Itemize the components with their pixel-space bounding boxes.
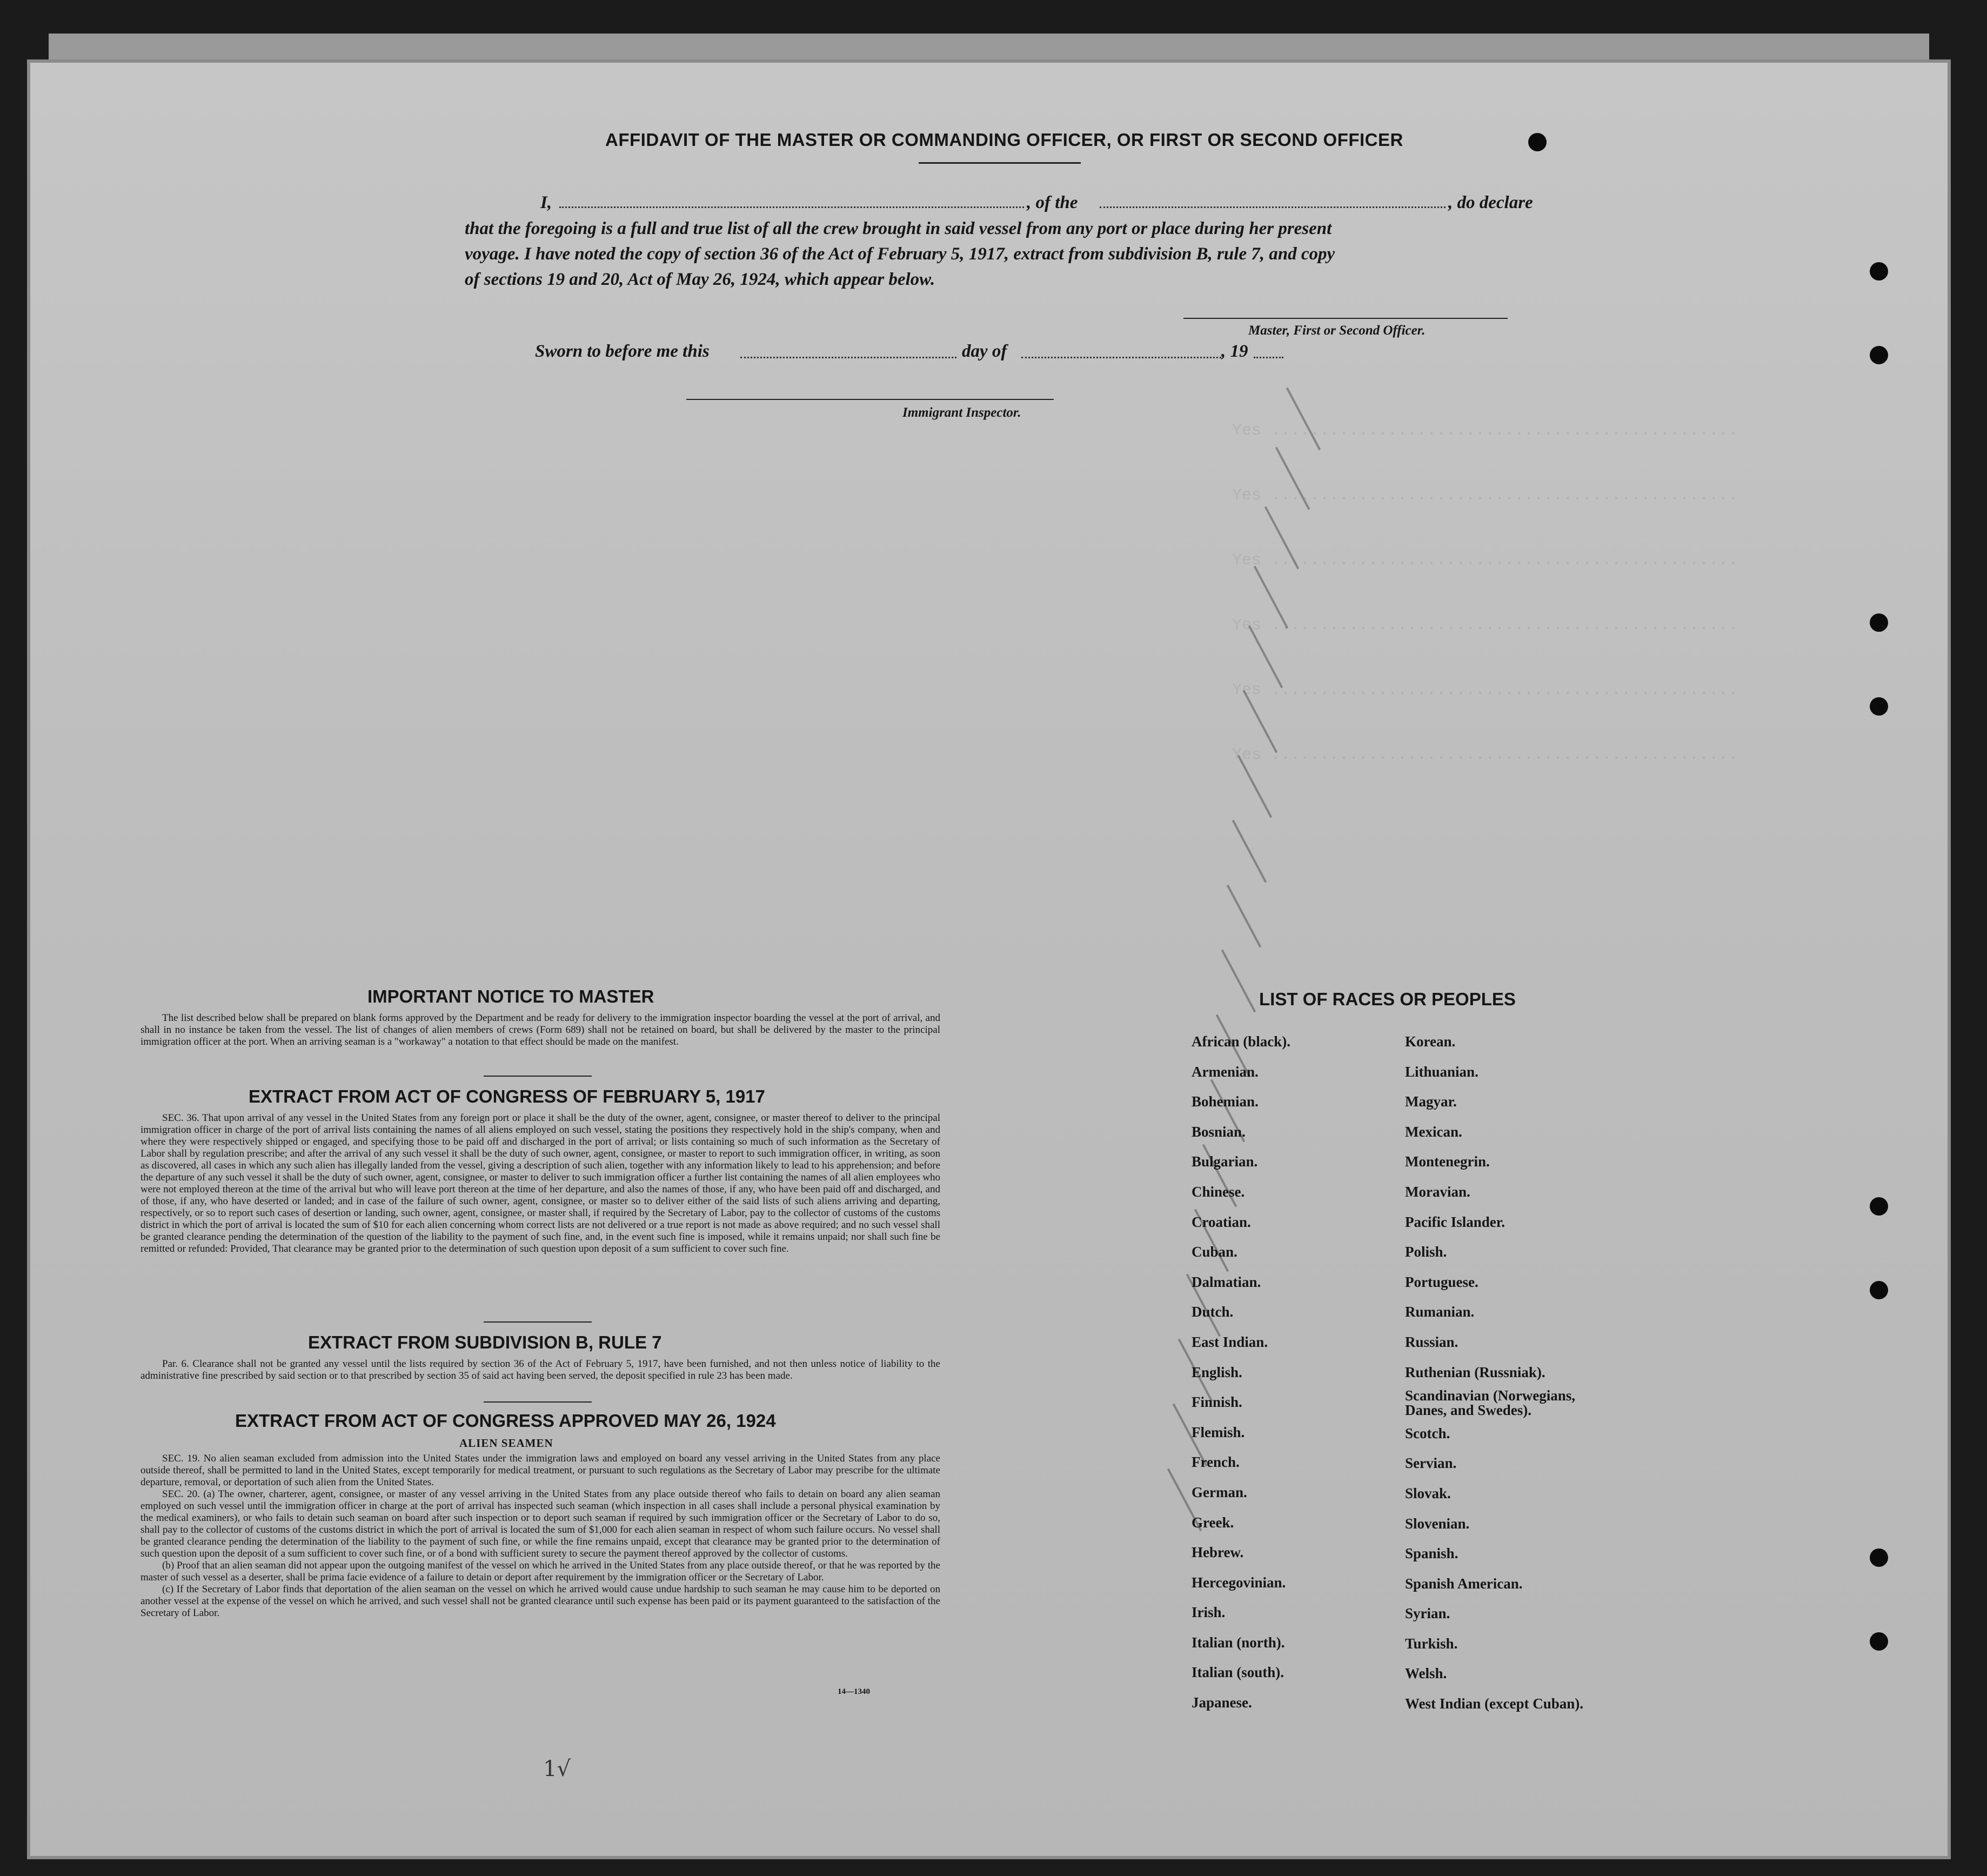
page-top-edge [49,34,1929,63]
race-item: English. [1192,1364,1242,1380]
race-item: Turkish. [1405,1635,1458,1652]
race-item: Ruthenian (Russniak). [1405,1364,1546,1380]
affidavit-line2: that the foregoing is a full and true list of all the crew brought in said vessel from any port or place during her present [465,219,1332,238]
race-item: Slovenian. [1405,1515,1470,1532]
punch-hole [1870,1632,1888,1651]
section-19-text: SEC. 19. No alien seaman excluded from admission into the United States under the immigration laws and employed on board any vessel arriving in the United States from any place outside thereof, shall be permitted to land in the United States, except temporarily for medical treatment, or pursuant to such regulations as the Secretary of Labor may prescribe for the ultimate departure, removal, or deportation of such alien from the United States. [141,1453,940,1488]
document-page: Yes ................................................ Yes ................................................ Yes ................................................ Yes ................................................ Yes ................................................ Yes ................................................ AFFIDAVIT OF THE MASTER OR COMMANDING OFFICER, OR FIRST OR SECOND OFFICER I, , of the , do declare that the foregoing is a full and true list of all the crew brought in said vessel from any port or place during her present voyage. I have noted the copy of section 36 of the Act of February 5, 1917, extract from subdivision B, rule 7, and copy of sections 19 and 20, Act of May 26, 1924, which appear below. Master, First or Second Officer. Sworn to before me this day of , 19 Immigrant Inspector. IMPORTANT NOTICE TO MASTER The list described below shall be prepared on blank forms approved by the Department and be ready for delivery to the immigration inspector boarding the vessel at the port of arrival, and shall in no instance be taken from the vessel. The list of changes of alien members of crews (Form 689) shall not be retained on board, but shall be delivered by the master to the principal immigration officer at the port. When an arriving seaman is a "workaway" a notation to that effect should be made on the manifest. EXTRACT FROM ACT OF CONGRESS OF FEBRUARY 5, 1917 SEC. 36. That upon arrival of any vessel in the United States from any foreign port or place it shall be the duty of the owner, agent, consignee, or master thereof to deliver to the principal immigration officer in charge of the port of arrival lists containing the names of all aliens employed on such vessel, stating the positions they respectively hold in the ship's company, when and where they were respectively shipped or engaged, and specifying those to be paid off and discharged in the port of arrival; or lists containing so much of such information as the Secretary of Labor shall by regulation prescribe; and after the arrival of any such vessel it shall be the duty of such owner, agent, consignee, or master to report to such immigration officer, in writing, as soon as discovered, all cases in which any such alien has illegally landed from the vessel, giving a description of such alien, together with any information likely to lead to his apprehension; and before the departure of any such vessel it shall be the duty of such owner, agent, consignee, or master to deliver to such immigration officer a further list containing the names of all alien employees who were not employed thereon at the time of the arrival but who will leave port thereon at the time of her departure, and also the names of those, if any, who have been paid off and discharged, and of those, if any, who have deserted or landed; and in case of the failure of such owner, agent, consignee, or master so to deliver either of the said lists of such aliens arriving and departing, respectively, or so to report such cases of desertion or landing, such owner, agent, consignee, or master shall, if required by the Secretary of Labor, pay to the collector of customs of the customs district in which the port of arrival is located the sum of $10 for each alien concerning whom correct lists are not delivered or a true report is not made as above required; and no such vessel shall be granted clearance pending the determination of the question of the liability to the payment of such fine, and, in the event such fine is imposed, while it remains unpaid; nor shall such fine be remitted or refunded: Provided, That clearance may be granted prior to the determination of such question upon deposit of a sum sufficient to cover such fine. EXTRACT FROM SUBDIVISION B, RULE 7 Par. 6. Clearance shall not be granted any vessel until the lists required by section 36 of the Act of February 5, 1917, have been furnished, and not then unless notice of liability to the administrative fine prescribed by said section or to that prescribed by section 35 of said act having been served, the deposit specified in rule 23 has been made. EXTRACT FROM ACT OF CONGRESS APPROVED MAY 26, 1924 ALIEN SEAMEN SEC. 19. No alien seaman excluded from admission into the United States under the immigration laws and employed on board any vessel arriving in the United States from any place outside thereof, shall be permitted to land in the United States, except temporarily for medical treatment, or pursuant to such regulations as the Secretary of Labor may prescribe for the ultimate departure, removal, or deportation of such alien from the United States. SEC. 20. (a) The owner, charterer, agent, consignee, or master of any vessel arriving in the United States from any place outside thereof who fails to detain on board any alien seaman employed on such vessel until the immigration officer in charge at the port of arrival has inspected such seaman (which inspection in all cases shall include a personal physical examination by the medical examiners), or who fails to detain such seaman on board after such inspection or to deport such seaman if required by such immigration officer or the Secretary of Labor to do so, shall pay to the collector of customs of the customs district in which the port of arrival is located the sum of $1,000 for each alien seaman in respect of whom such failure occurs. No vessel shall be granted clearance pending the determination of the liability to the payment of such fine, or while the fine remains unpaid, except that clearance may be granted prior to the determination of such question upon the deposit of a sum sufficient to cover such fine, or of a bond with sufficient surety to secure the payment thereof approved by the collector of customs. (b) Proof that an alien seaman did not appear upon the outgoing manifest of the vessel on which he arrived in the United States from any place outside thereof, or that he was reported by the master of such vessel as a deserter, shall be prima facie evidence of a failure to detain or deport after requirement by the immigration officer or the Secretary of Labor. (c) If the Secretary of Labor finds that deportation of the alien seaman on the vessel on which he arrived would cause undue hardship to such seaman he may cause him to be deported on another vessel at the expense of the vessel on which he arrived, and such vessel shall not be granted clearance until such expense has been paid or its payment guaranteed to the satisfaction of the Secretary of Labor. 14—1340 LIST OF RACES OR PEOPLES African (black). Armenian. Bohemian. Bosnian. Bulgarian. Chinese. Croatian. Cuban. Dalmatian. Dutch. East Indian. English. Finnish. Flemish. French. German. Greek. Hebrew. Hercegovinian. Irish. Italian (north). Italian (south). Japanese. Korean. Lithuanian. Magyar. Mexican. Montenegrin. Moravian. Pacific Islander. Polish. Portuguese. Rumanian. Russian. Ruthenian (Russniak). Scandinavian (Norwegians, Danes, and Swedes). Scotch. Servian. Slovak. Slovenian. Spanish. Spanish American. Syrian. Turkish. Welsh. West Indian (except Cuban). 1√ [27,59,1951,1859]
race-item: Slovak. [1405,1485,1451,1501]
inspector-label: Immigrant Inspector. [902,405,1021,420]
signature-line[interactable] [1183,318,1508,319]
race-item: Bosnian. [1192,1123,1246,1140]
extract-1917-title: EXTRACT FROM ACT OF CONGRESS OF FEBRUARY 5, 1917 [249,1086,765,1106]
race-item: German. [1192,1484,1247,1500]
punch-hole [1870,1281,1888,1299]
affidavit-of-the: , of the [1027,193,1078,212]
race-item: Dalmatian. [1192,1273,1261,1290]
notice-title: IMPORTANT NOTICE TO MASTER [367,986,654,1006]
race-item: Pacific Islander. [1405,1213,1505,1230]
race-item: Welsh. [1405,1665,1447,1682]
race-item: Cuban. [1192,1244,1237,1260]
race-item: Armenian. [1192,1063,1259,1080]
race-item: Korean. [1405,1033,1456,1050]
race-item: African (black). [1192,1033,1290,1050]
affidavit-title: AFFIDAVIT OF THE MASTER OR COMMANDING OFFICER, OR FIRST OR SECOND OFFICER [605,130,1403,150]
race-item: Hebrew. [1192,1544,1244,1561]
punch-hole [1870,262,1888,281]
race-item: French. [1192,1454,1240,1471]
divider [484,1401,592,1403]
extract-rule7-title: EXTRACT FROM SUBDIVISION B, RULE 7 [308,1332,662,1352]
race-item: Syrian. [1405,1605,1450,1622]
race-item: Chinese. [1192,1183,1245,1200]
race-item: Scandinavian (Norwegians, Danes, and Swedes). [1405,1387,1576,1419]
races-left-column [1192,1027,1290,1718]
section-20b-text: (b) Proof that an alien seaman did not appear upon the outgoing manifest of the vessel on which he arrived in the United States from any place outside thereof, or that he was reported by the master of such vessel as a deserter, shall be prima facie evidence of a failure to detain or deport after requirement by the immigration officer or the Secretary of Labor. [141,1560,940,1583]
race-item: East Indian. [1192,1333,1268,1350]
race-item: Greek. [1192,1514,1234,1531]
race-item: Bohemian. [1192,1093,1259,1110]
race-item: Lithuanian. [1405,1063,1478,1080]
extract-rule7-body [141,1358,940,1382]
sworn-month-blank[interactable] [1021,357,1221,358]
race-item: Croatian. [1192,1213,1251,1230]
race-item: Rumanian. [1405,1304,1475,1320]
race-item: Finnish. [1192,1394,1242,1411]
officer-name-blank[interactable] [559,206,1024,208]
alien-seamen-subtitle: ALIEN SEAMEN [459,1437,553,1450]
race-item: Mexican. [1405,1123,1462,1140]
notice-text: The list described below shall be prepared on blank forms approved by the Department and be ready for delivery to the immigration inspector boarding the vessel at the port of arrival, and shall in no instance be taken from the vessel. The list of changes of alien members of crews (Form 689) shall not be retained on board, but shall be delivered by the master to the principal immigration officer at the port. When an arriving seaman is a "workaway" a notation to that effect should be made on the manifest. [141,1012,940,1047]
extract-1917-body [141,1112,940,1255]
section-20c-text: (c) If the Secretary of Labor finds that deportation of the alien seaman on the vessel on which he arrived would cause undue hardship to such seaman he may cause him to be deported on another vessel at the expense of the vessel on which he arrived, and such vessel shall not be granted clearance until such expense has been paid or its payment guaranteed to the satisfaction of the Secretary of Labor. [141,1584,940,1619]
race-item: Scotch. [1405,1425,1450,1441]
race-item: Flemish. [1192,1424,1245,1440]
notice-body [141,1012,940,1048]
race-item: Spanish American. [1405,1575,1523,1592]
divider [484,1321,592,1323]
sworn-day-blank[interactable] [740,357,956,358]
extract-1924-title: EXTRACT FROM ACT OF CONGRESS APPROVED MAY 26, 1924 [235,1411,776,1431]
extract-1924-body [141,1453,940,1619]
race-item: Italian (south). [1192,1664,1284,1681]
race-item: West Indian (except Cuban). [1405,1695,1584,1712]
divider [484,1076,592,1077]
punch-hole [1870,1548,1888,1567]
sworn-year-blank[interactable] [1254,357,1283,358]
affidavit-declare: , do declare [1448,193,1533,212]
sworn-day-of: day of [962,342,1007,361]
race-item: Hercegovinian. [1192,1574,1286,1591]
punch-hole [1870,346,1888,364]
race-item: Japanese. [1192,1694,1252,1711]
race-item: Bulgarian. [1192,1153,1258,1170]
race-item: Servian. [1405,1455,1457,1472]
race-item: Italian (north). [1192,1634,1285,1651]
punch-hole [1528,133,1547,151]
punch-hole [1870,697,1888,716]
affidavit-line3: voyage. I have noted the copy of section 36 of the Act of February 5, 1917, extract from subdivision B, rule 7, and copy [465,244,1335,264]
vessel-name-blank[interactable] [1100,206,1446,208]
section-20a-text: SEC. 20. (a) The owner, charterer, agent, consignee, or master of any vessel arriving in the United States from any place outside thereof who fails to detain on board any alien seaman employed on such vessel until the immigration officer in charge at the port of arrival has inspected such seaman (which inspection in all cases shall include a personal physical examination by the medical examiners), or who fails to detain such seaman on board after such inspection or to deport such seaman if required by such immigration officer or the Secretary of Labor to do so, shall pay to the collector of customs of the customs district in which the port of arrival is located the sum of $1,000 for each alien seaman in respect of whom such failure occurs. No vessel shall be granted clearance pending the determination of the liability to the payment of such fine, or while the fine remains unpaid, except that clearance may be granted prior to the determination of such question upon the deposit of a sum sufficient to cover such fine, or of a bond with sufficient surety to secure the payment thereof approved by the collector of customs. [141,1488,940,1559]
race-item: Magyar. [1405,1093,1457,1110]
sworn-text: Sworn to before me this [535,342,710,361]
signature-label: Master, First or Second Officer. [1248,323,1426,338]
race-item: Dutch. [1192,1304,1234,1320]
affidavit-line4: of sections 19 and 20, Act of May 26, 1924, which appear below. [465,270,935,289]
affidavit-i: I, [540,193,552,212]
extract-rule7-text: Par. 6. Clearance shall not be granted any vessel until the lists required by section 36 of the Act of February 5, 1917, have been furnished, and not then unless notice of liability to the administrative fine prescribed by said section or to that prescribed by section 35 of said act having been served, the deposit specified in rule 23 has been made. [141,1358,940,1381]
form-number: 14—1340 [838,1687,870,1696]
punch-hole [1870,613,1888,632]
race-item: Irish. [1192,1604,1226,1621]
race-item: Montenegrin. [1405,1153,1490,1170]
race-item: Polish. [1405,1244,1447,1260]
races-title: LIST OF RACES OR PEOPLES [1259,989,1516,1009]
handwritten-mark: 1√ [543,1757,571,1781]
race-item: Russian. [1405,1333,1459,1350]
race-item: Portuguese. [1405,1273,1478,1290]
race-item: Spanish. [1405,1545,1459,1562]
sworn-year: , 19 [1221,342,1248,361]
title-underline [919,162,1081,164]
race-item: Moravian. [1405,1183,1470,1200]
inspector-signature-line[interactable] [686,399,1054,400]
races-right-column [1405,1027,1583,1719]
punch-hole [1870,1197,1888,1216]
extract-1917-text: SEC. 36. That upon arrival of any vessel in the United States from any foreign port or place it shall be the duty of the owner, agent, consignee, or master thereof to deliver to the principal immigration officer in charge of the port of arrival lists containing the names of all aliens employed on such vessel, stating the positions they respectively hold in the ship's company, when and where they were respectively shipped or engaged, and specifying those to be paid off and discharged in the port of arrival; or lists containing so much of such information as the Secretary of Labor shall by regulation prescribe; and after the arrival of any such vessel it shall be the duty of such owner, agent, consignee, or master to report to such immigration officer, in writing, as soon as discovered, all cases in which any such alien has illegally landed from the vessel, giving a description of such alien, together with any information likely to lead to his apprehension; and before the departure of any such vessel it shall be the duty of such owner, agent, consignee, or master to deliver to such immigration officer a further list containing the names of all alien employees who were not employed thereon at the time of the arrival but who will leave port thereon at the time of her departure, and also the names of those, if any, who have been paid off and discharged, and of those, if any, who have deserted or landed; and in case of the failure of such owner, agent, consignee, or master so to deliver either of the said lists of such aliens arriving and departing, respectively, or so to report such cases of desertion or landing, such owner, agent, consignee, or master shall, if required by the Secretary of Labor, pay to the collector of customs of the customs district in which the port of arrival is located the sum of $10 for each alien concerning whom correct lists are not delivered or a true report is not made as above required; and no such vessel shall be granted clearance pending the determination of the question of the liability to the payment of such fine, and, in the event such fine is imposed, while it remains unpaid; nor shall such fine be remitted or refunded: Provided, That clearance may be granted prior to the determination of such question upon deposit of a sum sufficient to cover such fine. [141,1112,940,1254]
